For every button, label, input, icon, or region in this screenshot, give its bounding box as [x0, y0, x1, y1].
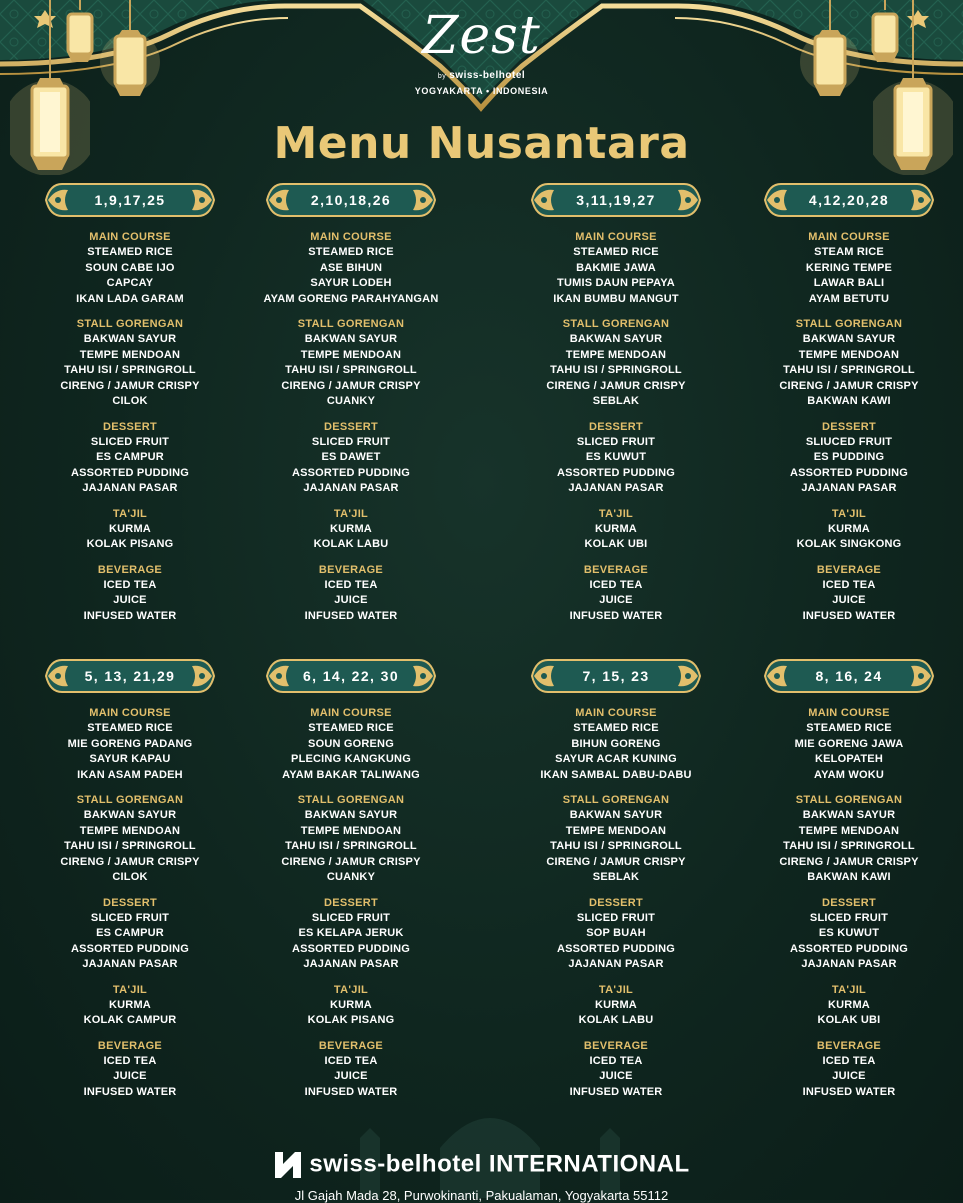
menu-item: ICED TEA: [589, 1054, 643, 1067]
menu-item: CIRENG / JAMUR CRISPY: [281, 855, 421, 868]
menu-item: SLICED FRUIT: [90, 435, 170, 448]
section-heading: MAIN COURSE: [310, 707, 392, 719]
date-label: 5, 13, 21,29: [84, 668, 176, 684]
menu-item: TEMPE MENDOAN: [300, 824, 402, 837]
menu-item: CILOK: [112, 395, 148, 407]
menu-item: SEBLAK: [592, 395, 640, 407]
menu-item: INFUSED WATER: [802, 1085, 896, 1098]
menu-item: ASSORTED PUDDING: [789, 942, 909, 955]
menu-item: TEMPE MENDOAN: [798, 824, 900, 837]
menu-item: KURMA: [109, 998, 151, 1011]
date-label: 4,12,20,28: [808, 192, 890, 208]
section-heading: BEVERAGE: [97, 563, 163, 576]
section-heading: BEVERAGE: [318, 563, 384, 576]
menu-item: ASSORTED PUDDING: [70, 942, 190, 955]
day-menu: [739, 180, 959, 624]
menu-item: ES CAMPUR: [96, 451, 164, 463]
menu-item: ICED TEA: [103, 1054, 157, 1067]
menu-item: JUICE: [113, 1070, 147, 1082]
menu-item: MIE GORENG JAWA: [794, 737, 904, 750]
section-heading: STALL GORENGAN: [795, 318, 903, 330]
menu-item: SLICED FRUIT: [311, 911, 391, 924]
menu-section: [739, 563, 959, 625]
date-label: 7, 15, 23: [582, 668, 650, 684]
menu-section: [241, 1039, 461, 1101]
section-heading: TA'JIL: [598, 507, 634, 520]
menu-item: ASSORTED PUDDING: [70, 466, 190, 479]
menu-item: SLIUCED FRUIT: [805, 435, 893, 448]
menu-section: [241, 706, 461, 783]
menu-item: BAKWAN SAYUR: [304, 809, 398, 821]
section-heading: TA'JIL: [831, 507, 867, 520]
menu-item: TEMPE MENDOAN: [565, 824, 667, 837]
menu-item: IKAN LADA GARAM: [76, 292, 184, 305]
menu-item: TAHU ISI / SPRINGROLL: [285, 364, 417, 376]
section-heading: TA'JIL: [112, 983, 148, 996]
menu-item: MIE GORENG PADANG: [67, 737, 193, 750]
section-heading: BEVERAGE: [318, 1039, 384, 1052]
menu-item: KURMA: [828, 998, 870, 1011]
section-heading: MAIN COURSE: [575, 707, 657, 719]
menu-item: ICED TEA: [822, 578, 876, 591]
menu-item: ES CAMPUR: [96, 927, 164, 939]
menu-item: IKAN ASAM PADEH: [77, 768, 183, 781]
menu-item: SLICED FRUIT: [90, 911, 170, 924]
menu-section: [739, 230, 959, 307]
section-heading: STALL GORENGAN: [297, 794, 405, 806]
date-banner: [265, 656, 437, 696]
section-heading: DESSERT: [821, 896, 877, 909]
menu-item: STEAM RICE: [814, 246, 884, 258]
menu-item: JUICE: [334, 594, 368, 606]
menu-item: ES KUWUT: [818, 927, 880, 939]
footer-brand-text: swiss-belhotel INTERNATIONAL: [309, 1150, 690, 1178]
menu-item: KOLAK UBI: [817, 1014, 881, 1026]
menu-item: JAJANAN PASAR: [303, 482, 399, 494]
menu-item: TAHU ISI / SPRINGROLL: [550, 364, 682, 376]
section-heading: MAIN COURSE: [89, 707, 171, 719]
menu-item: KOLAK SINGKONG: [796, 538, 902, 550]
menu-section: [739, 1039, 959, 1101]
page-title: Menu Nusantara: [273, 118, 690, 169]
menu-item: ASSORTED PUDDING: [556, 942, 676, 955]
menu-section: [20, 420, 240, 497]
section-heading: DESSERT: [102, 420, 158, 433]
section-heading: DESSERT: [323, 420, 379, 433]
menu-item: JAJANAN PASAR: [568, 958, 664, 970]
menu-item: TEMPE MENDOAN: [300, 348, 402, 361]
menu-section: [506, 507, 726, 553]
menu-item: KURMA: [109, 522, 151, 535]
section-heading: TA'JIL: [333, 507, 369, 520]
menu-item: BAKWAN SAYUR: [569, 809, 663, 821]
menu-item: ES KELAPA JERUK: [298, 927, 404, 939]
menu-item: BAKWAN SAYUR: [802, 809, 896, 821]
menu-item: SOUN GORENG: [308, 737, 394, 750]
menu-item: TUMIS DAUN PEPAYA: [557, 277, 675, 289]
section-heading: TA'JIL: [333, 983, 369, 996]
menu-section: [739, 793, 959, 886]
menu-item: INFUSED WATER: [569, 1085, 663, 1098]
menu-item: ASSORTED PUDDING: [291, 466, 411, 479]
date-label: 8, 16, 24: [815, 668, 883, 684]
menu-item: TAHU ISI / SPRINGROLL: [64, 840, 196, 852]
menu-item: AYAM WOKU: [813, 768, 885, 781]
menu-item: KURMA: [330, 998, 372, 1011]
menu-item: ASSORTED PUDDING: [291, 942, 411, 955]
menu-section: [506, 983, 726, 1029]
menu-item: TAHU ISI / SPRINGROLL: [783, 364, 915, 376]
menu-item: SLICED FRUIT: [576, 911, 656, 924]
section-heading: DESSERT: [102, 896, 158, 909]
menu-item: SLICED FRUIT: [809, 911, 889, 924]
menu-item: CAPCAY: [106, 277, 154, 289]
section-heading: STALL GORENGAN: [795, 794, 903, 806]
menu-section: [506, 1039, 726, 1101]
menu-item: JAJANAN PASAR: [82, 958, 178, 970]
menu-section: [20, 983, 240, 1029]
menu-item: JAJANAN PASAR: [801, 958, 897, 970]
section-heading: BEVERAGE: [97, 1039, 163, 1052]
menu-item: ICED TEA: [103, 578, 157, 591]
section-heading: DESSERT: [323, 896, 379, 909]
menu-item: JAJANAN PASAR: [82, 482, 178, 494]
brand-partner: swiss-belhotel: [449, 70, 526, 81]
menu-item: INFUSED WATER: [304, 609, 398, 622]
menu-item: TEMPE MENDOAN: [79, 824, 181, 837]
footer-brand: [0, 1150, 963, 1180]
menu-item: BAKWAN SAYUR: [83, 809, 177, 821]
menu-item: TAHU ISI / SPRINGROLL: [64, 364, 196, 376]
menu-section: [20, 230, 240, 307]
menu-item: KURMA: [595, 998, 637, 1011]
menu-item: JUICE: [113, 594, 147, 606]
date-banner: [530, 656, 702, 696]
section-heading: TA'JIL: [598, 983, 634, 996]
menu-item: JAJANAN PASAR: [303, 958, 399, 970]
section-heading: BEVERAGE: [816, 563, 882, 576]
section-heading: STALL GORENGAN: [297, 318, 405, 330]
menu-section: [241, 793, 461, 886]
section-heading: MAIN COURSE: [89, 231, 171, 243]
menu-item: KURMA: [330, 522, 372, 535]
menu-section: [241, 896, 461, 973]
menu-item: INFUSED WATER: [569, 609, 663, 622]
date-label: 3,11,19,27: [576, 192, 656, 208]
menu-item: STEAMED RICE: [806, 722, 892, 734]
menu-item: BAKWAN SAYUR: [569, 333, 663, 345]
menu-item: ES PUDDING: [813, 451, 885, 463]
menu-item: JUICE: [599, 1070, 633, 1082]
menu-section: [506, 420, 726, 497]
section-heading: DESSERT: [588, 896, 644, 909]
menu-item: BAKWAN SAYUR: [802, 333, 896, 345]
menu-section: [739, 317, 959, 410]
menu-item: ASSORTED PUDDING: [556, 466, 676, 479]
menu-section: [506, 793, 726, 886]
menu-section: [739, 420, 959, 497]
menu-item: INFUSED WATER: [802, 609, 896, 622]
menu-item: ICED TEA: [822, 1054, 876, 1067]
menu-item: SEBLAK: [592, 871, 640, 883]
menu-item: JAJANAN PASAR: [801, 482, 897, 494]
footer: [0, 1138, 963, 1203]
menu-item: SAYUR LODEH: [310, 277, 392, 289]
menu-item: IKAN SAMBAL DABU-DABU: [540, 768, 692, 781]
zest-logo: Zest: [422, 6, 541, 66]
menu-section: [506, 706, 726, 783]
menu-section: [20, 793, 240, 886]
section-heading: MAIN COURSE: [575, 231, 657, 243]
section-heading: MAIN COURSE: [310, 231, 392, 243]
menu-item: KELOPATEH: [814, 753, 883, 765]
menu-item: BAKWAN KAWI: [807, 871, 891, 883]
menu-item: KOLAK PISANG: [86, 538, 174, 550]
menu-item: TEMPE MENDOAN: [565, 348, 667, 361]
menu-section: [241, 317, 461, 410]
menu-section: [506, 563, 726, 625]
menu-section: [506, 896, 726, 973]
menu-item: SAYUR KAPAU: [89, 753, 171, 765]
menu-item: ASSORTED PUDDING: [789, 466, 909, 479]
section-heading: STALL GORENGAN: [76, 794, 184, 806]
menu-item: KURMA: [828, 522, 870, 535]
footer-address: Jl Gajah Mada 28, Purwokinanti, Pakualaman, Yogyakarta 55112: [294, 1188, 669, 1203]
date-banner: [763, 656, 935, 696]
section-heading: STALL GORENGAN: [76, 318, 184, 330]
section-heading: TA'JIL: [112, 507, 148, 520]
menu-item: JAJANAN PASAR: [568, 482, 664, 494]
menu-section: [20, 563, 240, 625]
menu-section: [20, 507, 240, 553]
menu-item: KERING TEMPE: [805, 261, 893, 274]
menu-item: LAWAR BALI: [813, 277, 885, 289]
menu-item: STEAMED RICE: [308, 722, 394, 734]
menu-section: [506, 317, 726, 410]
menu-item: CILOK: [112, 871, 148, 883]
menu-item: STEAMED RICE: [573, 722, 659, 734]
menu-section: [241, 507, 461, 553]
menu-item: ICED TEA: [324, 578, 378, 591]
menu-item: CUANKY: [326, 395, 376, 407]
date-banner: [530, 180, 702, 220]
menu-section: [20, 317, 240, 410]
menu-item: IKAN BUMBU MANGUT: [553, 292, 679, 305]
menu-section: [241, 420, 461, 497]
menu-section: [241, 230, 461, 307]
menu-item: CIRENG / JAMUR CRISPY: [60, 379, 200, 392]
menu-item: ASE BIHUN: [319, 261, 383, 274]
day-menu: [241, 656, 461, 1100]
menu-item: CIRENG / JAMUR CRISPY: [779, 855, 919, 868]
day-menu: [20, 656, 240, 1100]
menu-item: AYAM GORENG PARAHYANGAN: [263, 292, 439, 305]
menu-item: TAHU ISI / SPRINGROLL: [285, 840, 417, 852]
brand-byline: [0, 70, 963, 81]
day-menu: [506, 656, 726, 1100]
menu-item: ICED TEA: [589, 578, 643, 591]
date-label: 2,10,18,26: [310, 192, 392, 208]
menu-section: [241, 563, 461, 625]
menu-item: BAKWAN SAYUR: [304, 333, 398, 345]
day-menu: [739, 656, 959, 1100]
menu-section: [506, 230, 726, 307]
day-menu: [241, 180, 461, 624]
menu-item: JUICE: [334, 1070, 368, 1082]
day-menu: [506, 180, 726, 624]
date-banner: [44, 656, 216, 696]
menu-item: KOLAK PISANG: [307, 1014, 395, 1026]
menu-item: BAKWAN SAYUR: [83, 333, 177, 345]
menu-section: [241, 983, 461, 1029]
menu-item: CIRENG / JAMUR CRISPY: [546, 379, 686, 392]
menu-item: JUICE: [599, 594, 633, 606]
menu-item: CUANKY: [326, 871, 376, 883]
menu-item: TAHU ISI / SPRINGROLL: [550, 840, 682, 852]
date-banner: [265, 180, 437, 220]
menu-item: JUICE: [832, 594, 866, 606]
section-heading: DESSERT: [588, 420, 644, 433]
menu-item: SOUN CABE IJO: [85, 261, 175, 274]
menu-grid: [20, 180, 943, 1130]
menu-item: INFUSED WATER: [304, 1085, 398, 1098]
menu-item: SLICED FRUIT: [311, 435, 391, 448]
menu-item: CIRENG / JAMUR CRISPY: [546, 855, 686, 868]
date-label: 6, 14, 22, 30: [302, 668, 400, 684]
menu-item: SAYUR ACAR KUNING: [555, 753, 677, 765]
brand-by-text: by: [437, 73, 447, 80]
date-banner: [44, 180, 216, 220]
menu-item: BAKMIE JAWA: [576, 261, 656, 274]
menu-item: KOLAK UBI: [584, 538, 648, 550]
menu-item: ICED TEA: [324, 1054, 378, 1067]
date-label: 1,9,17,25: [94, 192, 166, 208]
menu-item: KOLAK LABU: [313, 538, 389, 550]
menu-item: AYAM BAKAR TALIWANG: [282, 768, 420, 781]
section-heading: TA'JIL: [831, 983, 867, 996]
section-heading: STALL GORENGAN: [562, 794, 670, 806]
menu-item: KURMA: [595, 522, 637, 535]
menu-item: KOLAK LABU: [578, 1014, 654, 1026]
section-heading: BEVERAGE: [583, 1039, 649, 1052]
menu-item: STEAMED RICE: [87, 246, 173, 258]
menu-section: [739, 706, 959, 783]
menu-item: TAHU ISI / SPRINGROLL: [783, 840, 915, 852]
menu-item: AYAM BETUTU: [808, 292, 890, 305]
section-heading: MAIN COURSE: [808, 707, 890, 719]
swiss-belhotel-logo-icon: [273, 1150, 303, 1180]
day-menu: [20, 180, 240, 624]
menu-item: ES DAWET: [321, 451, 381, 463]
brand-city: YOGYAKARTA • INDONESIA: [414, 86, 549, 96]
menu-item: CIRENG / JAMUR CRISPY: [281, 379, 421, 392]
section-heading: STALL GORENGAN: [562, 318, 670, 330]
menu-item: PLECING KANGKUNG: [291, 753, 411, 765]
menu-item: CIRENG / JAMUR CRISPY: [779, 379, 919, 392]
menu-item: JUICE: [832, 1070, 866, 1082]
menu-item: INFUSED WATER: [83, 1085, 177, 1098]
date-banner: [763, 180, 935, 220]
menu-section: [20, 1039, 240, 1101]
menu-item: TEMPE MENDOAN: [79, 348, 181, 361]
menu-item: BIHUN GORENG: [571, 737, 661, 750]
section-heading: MAIN COURSE: [808, 231, 890, 243]
menu-section: [739, 507, 959, 553]
menu-section: [20, 706, 240, 783]
menu-section: [20, 896, 240, 973]
mosque-silhouette-icon: [320, 1098, 660, 1198]
menu-section: [739, 983, 959, 1029]
menu-item: BAKWAN KAWI: [807, 395, 891, 407]
menu-section: [739, 896, 959, 973]
menu-item: ES KUWUT: [585, 451, 647, 463]
menu-item: STEAMED RICE: [308, 246, 394, 258]
menu-item: SLICED FRUIT: [576, 435, 656, 448]
menu-item: STEAMED RICE: [573, 246, 659, 258]
section-heading: DESSERT: [821, 420, 877, 433]
section-heading: BEVERAGE: [816, 1039, 882, 1052]
menu-item: KOLAK CAMPUR: [83, 1014, 177, 1026]
section-heading: BEVERAGE: [583, 563, 649, 576]
menu-item: STEAMED RICE: [87, 722, 173, 734]
menu-item: TEMPE MENDOAN: [798, 348, 900, 361]
menu-item: SOP BUAH: [586, 927, 646, 939]
menu-item: INFUSED WATER: [83, 609, 177, 622]
menu-item: CIRENG / JAMUR CRISPY: [60, 855, 200, 868]
